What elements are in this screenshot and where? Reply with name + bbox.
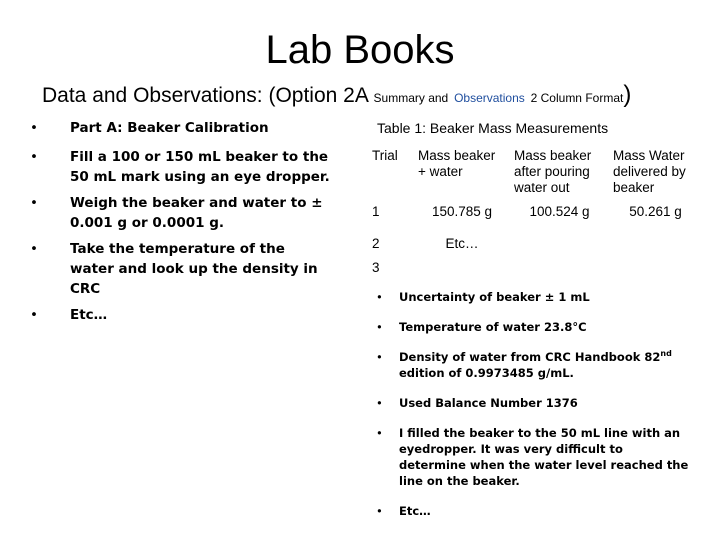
table-cell: 150.785 g bbox=[431, 204, 493, 219]
table-row bbox=[368, 256, 702, 280]
list-item: • Etc… bbox=[376, 504, 431, 518]
bullet-icon: • bbox=[30, 241, 38, 257]
table-cell bbox=[510, 256, 609, 280]
list-item: • I filled the beaker to the 50 mL line with an eyedropper. It was very difficult to determine when the water level reached the line on the beaker. bbox=[376, 426, 689, 488]
subtitle-small-pre: Summary and bbox=[373, 91, 449, 105]
list-item: • Fill a 100 or 150 mL beaker to the 50 mL mark using an eye dropper. bbox=[30, 149, 330, 185]
table-caption: Table 1: Beaker Mass Measurements bbox=[377, 120, 609, 136]
procedure-bullet-list bbox=[30, 118, 330, 325]
table-header-cell: Trial bbox=[372, 148, 398, 163]
table-row bbox=[368, 232, 702, 256]
table-cell: 1 bbox=[372, 204, 380, 219]
table-cell: Etc… bbox=[445, 236, 479, 251]
bullet-icon: • bbox=[376, 350, 383, 364]
slide-title: Lab Books bbox=[265, 28, 455, 72]
bullet-icon: • bbox=[376, 290, 383, 304]
table-cell bbox=[609, 256, 702, 280]
bullet-icon: • bbox=[376, 320, 383, 334]
table-cell: 3 bbox=[372, 260, 380, 275]
bullet-icon: • bbox=[376, 396, 383, 410]
list-item: • Uncertainty of beaker ± 1 mL bbox=[376, 290, 590, 304]
slide-subtitle bbox=[42, 82, 631, 111]
bullet-icon: • bbox=[376, 426, 383, 440]
bullet-icon: • bbox=[30, 149, 38, 165]
list-item: • Temperature of water 23.8°C bbox=[376, 320, 587, 334]
subtitle-main: Data and Observations: (Option 2A bbox=[42, 84, 368, 107]
list-item: • Etc… bbox=[30, 307, 108, 323]
bullet-icon: • bbox=[30, 195, 38, 211]
table-header-cell: Mass Water delivered by beaker bbox=[613, 148, 686, 195]
beaker-mass-table bbox=[368, 144, 702, 280]
subtitle-small-post: 2 Column Format bbox=[530, 91, 624, 105]
table-cell: 2 bbox=[372, 236, 380, 251]
table-header-cell: Mass beaker after pouring water out bbox=[514, 148, 592, 195]
table-cell: 100.524 g bbox=[529, 204, 590, 219]
table-cell bbox=[609, 232, 702, 256]
list-item: • Take the temperature of the water and look up the density in CRC bbox=[30, 241, 318, 297]
table-header-row bbox=[368, 144, 702, 200]
list-item: • Part A: Beaker Calibration bbox=[30, 120, 269, 136]
list-item: • Used Balance Number 1376 bbox=[376, 396, 578, 410]
bullet-icon: • bbox=[30, 120, 38, 136]
ordinal-superscript: nd bbox=[660, 349, 672, 359]
observations-bullet-list bbox=[372, 289, 692, 519]
bullet-icon: • bbox=[376, 504, 383, 518]
table-row bbox=[368, 200, 702, 232]
subtitle-close-paren: ) bbox=[623, 81, 632, 108]
bullet-icon: • bbox=[30, 307, 38, 323]
list-item: • Weigh the beaker and water to ± 0.001 g or 0.0001 g. bbox=[30, 195, 323, 231]
table-header-cell: Mass beaker + water bbox=[418, 148, 496, 179]
table-cell bbox=[414, 256, 510, 280]
table-cell bbox=[510, 232, 609, 256]
list-item: • Density of water from CRC Handbook 82nd edition of 0.9973485 g/mL. bbox=[376, 349, 672, 380]
subtitle-small-observations: Observations bbox=[454, 91, 525, 105]
table-cell: 50.261 g bbox=[629, 204, 682, 219]
